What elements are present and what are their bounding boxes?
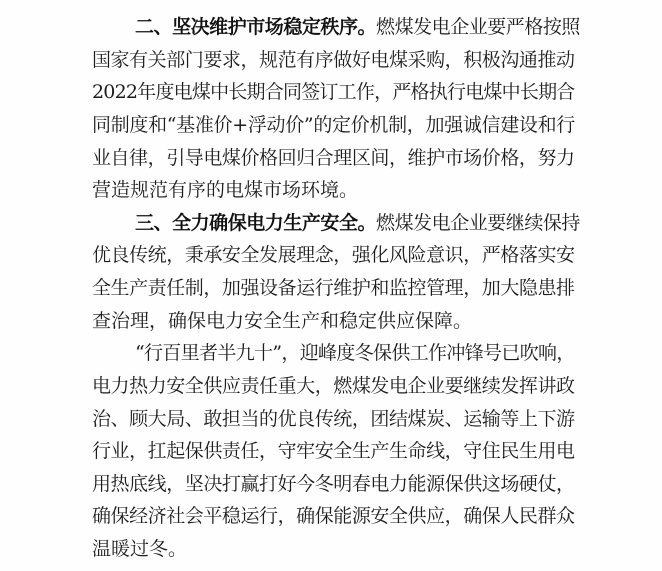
section-2-line-5: 业自律，引导电煤价格回归合理区间，维护市场价格，努力 [92, 147, 575, 169]
section-3-line-4: 查治理，确保电力安全生产和稳定供应保障。 [92, 310, 473, 332]
section-2-line-6: 营造规范有序的电煤市场环境。 [92, 179, 359, 201]
closing-line-1: “行百里者半九十”，迎峰度冬保供工作冲锋号已吹响， [135, 342, 575, 364]
section-2-line-1 [135, 15, 580, 39]
section-2-line-1-text: 燃煤发电企业要严格按照 [376, 16, 580, 38]
section-2-line-4: 同制度和“基准价+浮动价”的定价机制，加强诚信建设和行 [92, 114, 575, 136]
closing-line-2: 电力热力安全供应责任重大，燃煤发电企业要继续发挥讲政 [92, 375, 575, 397]
section-2-heading: 二、坚决维护市场稳定秩序。 [135, 16, 377, 38]
section-2-line-2: 国家有关部门要求，规范有序做好电煤采购，积极沟通推动 [92, 49, 575, 71]
section-3-line-1-text: 燃煤发电企业要继续保持 [376, 212, 580, 234]
closing-line-4: 行业，扛起保供责任，守牢安全生产生命线，守住民生用电 [92, 440, 575, 462]
section-3-line-1 [135, 211, 580, 235]
section-3-heading: 三、全力确保电力生产安全。 [135, 212, 377, 234]
closing-line-7: 温暖过冬。 [92, 538, 188, 560]
closing-line-5: 用热底线，坚决打赢打好今冬明春电力能源保供这场硬仗， [92, 473, 575, 495]
section-3-line-3: 全生产责任制，加强设备运行维护和监控管理，加大隐患排 [92, 277, 575, 299]
section-2-line-3: 2022年度电煤中长期合同签订工作，严格执行电煤中长期合 [92, 81, 575, 103]
closing-line-3: 治、顾大局、敢担当的优良传统，团结煤炭、运输等上下游 [92, 408, 575, 430]
closing-line-6: 确保经济社会平稳运行，确保能源安全供应，确保人民群众 [92, 505, 575, 527]
section-3-line-2: 优良传统，秉承安全发展理念，强化风险意识，严格落实安 [92, 244, 575, 266]
